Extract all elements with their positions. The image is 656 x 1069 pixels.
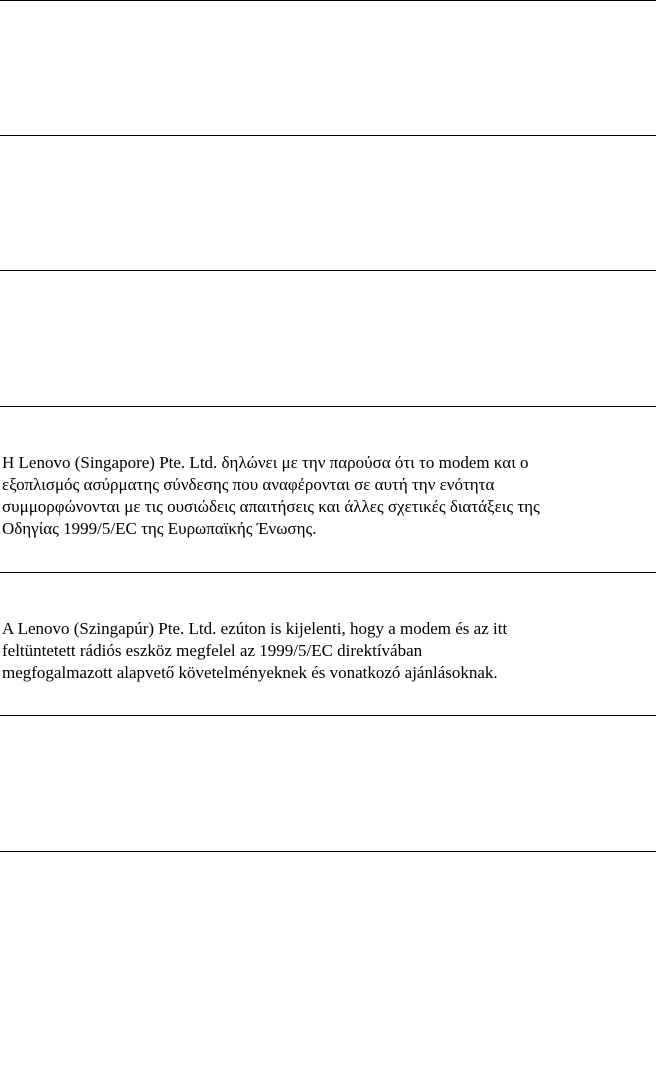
hungarian-line-2: feltüntetett rádiós eszköz megfelel az 1999/5/EC direktívában: [2, 641, 423, 660]
greek-line-1: Η Lenovo (Singapore) Pte. Ltd. δηλώνει με την παρούσα ότι το modem και ο: [2, 453, 529, 472]
table-rule-6: [0, 851, 656, 852]
greek-line-2: εξοπλισμός ασύρματης σύνδεσης που αναφέρονται σε αυτή την ενότητα: [2, 475, 495, 494]
hungarian-declaration-paragraph: [2, 618, 652, 684]
table-rule-2: [0, 270, 656, 271]
hungarian-line-1: A Lenovo (Szingapúr) Pte. Ltd. ezúton is kijelenti, hogy a modem és az itt: [2, 619, 508, 638]
table-rule-4: [0, 572, 656, 573]
greek-line-4: Οδηγίας 1999/5/EC της Ευρωπαϊκής Ένωσης.: [2, 519, 317, 538]
greek-declaration-paragraph: [2, 452, 652, 540]
table-rule-top: [0, 0, 656, 1]
table-rule-1: [0, 135, 656, 136]
greek-line-3: συμμορφώνονται με τις ουσιώδεις απαιτήσεις και άλλες σχετικές διατάξεις της: [2, 497, 540, 516]
table-rule-3: [0, 406, 656, 407]
table-rule-5: [0, 715, 656, 716]
hungarian-line-3: megfogalmazott alapvető követelményeknek és vonatkozó ajánlásoknak.: [2, 663, 498, 682]
